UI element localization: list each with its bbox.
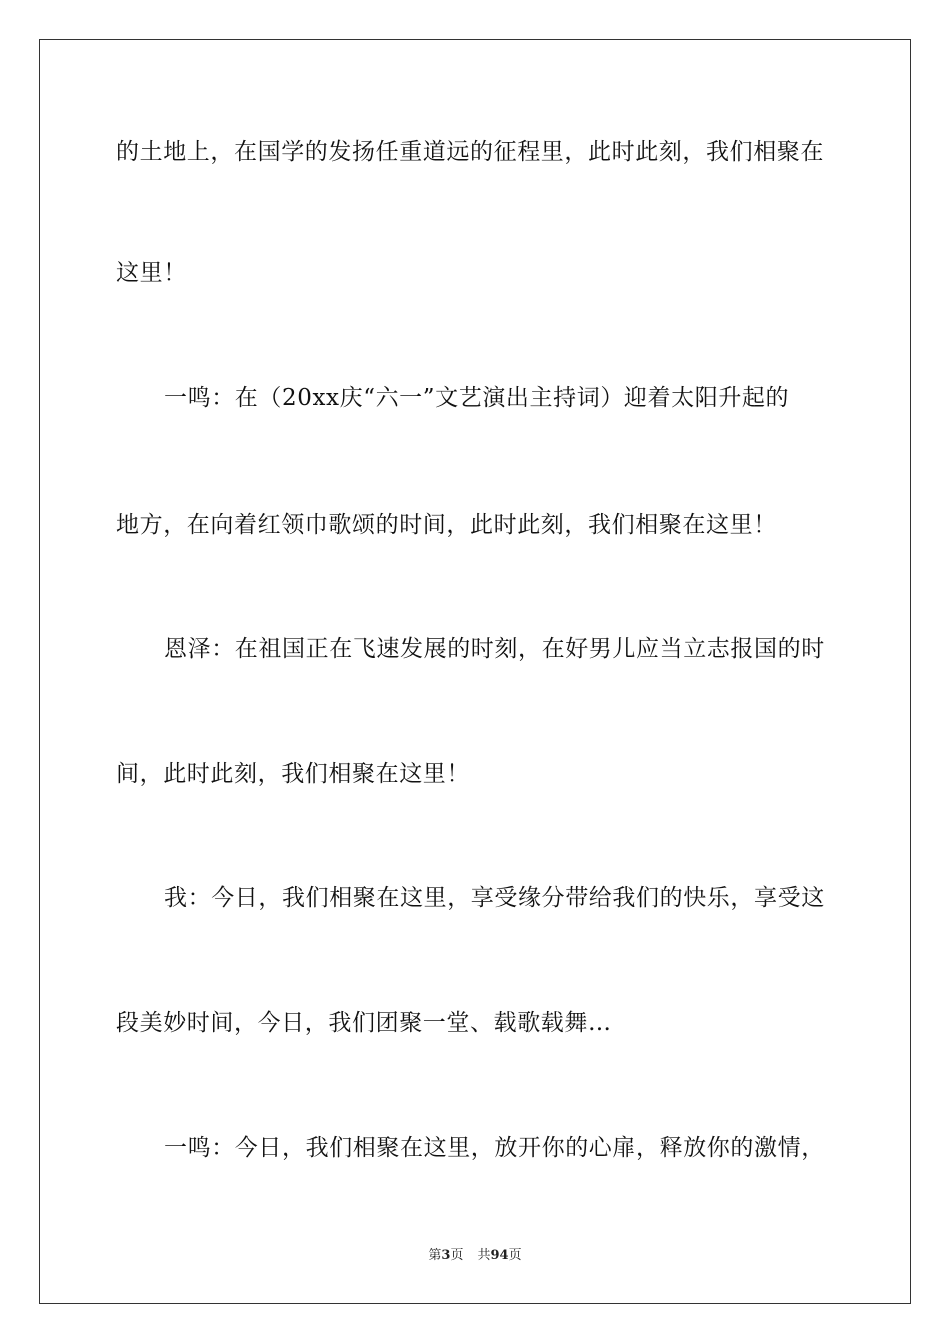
text-line-3: 一鸣：在（20xx庆“六一”文艺演出主持词）迎着太阳升起的 — [164, 385, 790, 411]
page-prefix: 第 — [428, 1248, 442, 1263]
text-line-6: 间，此时此刻，我们相聚在这里！ — [116, 761, 470, 787]
page-suffix: 页 — [450, 1248, 464, 1263]
text-line-4: 地方，在向着红领巾歌颂的时间，此时此刻，我们相聚在这里！ — [116, 512, 777, 538]
text-line-2: 这里！ — [116, 260, 187, 286]
text-line-5: 恩泽：在祖国正在飞速发展的时刻，在好男儿应当立志报国的时 — [164, 636, 825, 662]
text-line-1: 的土地上，在国学的发扬任重道远的征程里，此时此刻，我们相聚在 — [116, 139, 824, 165]
text-line-8: 段美妙时间，今日，我们团聚一堂、载歌载舞… — [116, 1010, 612, 1036]
total-suffix: 页 — [508, 1248, 522, 1263]
page-footer — [0, 1247, 950, 1265]
page-border — [39, 39, 911, 1304]
total-pages: 94 — [490, 1248, 509, 1263]
text-line-7: 我：今日，我们相聚在这里，享受缘分带给我们的快乐，享受这 — [164, 885, 825, 911]
total-prefix: 共 — [477, 1248, 491, 1263]
page-number: 3 — [441, 1248, 451, 1263]
text-line-9: 一鸣：今日，我们相聚在这里，放开你的心扉，释放你的激情， — [164, 1135, 825, 1161]
